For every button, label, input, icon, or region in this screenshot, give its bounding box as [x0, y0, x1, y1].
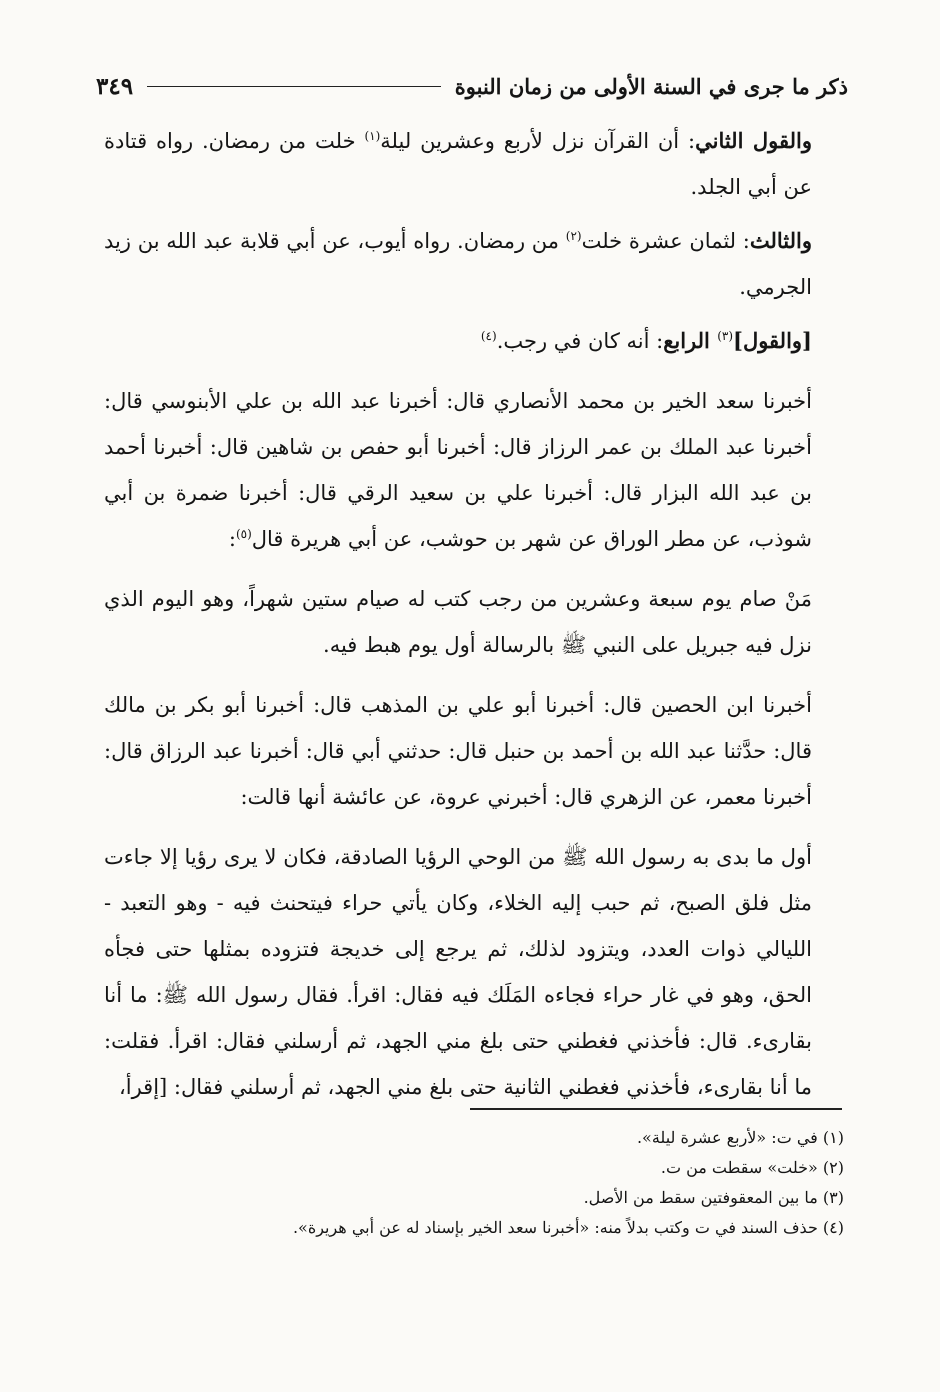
footnote-item: (٢) «خلت» سقطت من ت. — [660, 1158, 844, 1177]
paragraph-text: : أن القرآن نزل لأربع وعشرين ليلة — [380, 129, 696, 153]
paragraph-third-opinion — [104, 218, 846, 310]
paragraph-text: من رمضان. رواه أيوب، عن أبي قلابة عبد الله بن زيد الجرمي. — [104, 229, 812, 299]
footnotes — [200, 1124, 844, 1244]
footnote-item: (٣) ما بين المعقوفتين سقط من الأصل. — [583, 1188, 844, 1207]
page-header — [96, 66, 848, 106]
paragraph-hadith-rajab — [104, 576, 846, 668]
paragraph-text: خلت من رمضان. رواه قتادة عن أبي الجلد. — [104, 129, 812, 199]
footnote-ref-3[interactable]: (٣) — [717, 329, 734, 343]
paragraph-lead: [والقول] — [733, 328, 812, 353]
footnote-item: (١) في ت: «لأربع عشرة ليلة». — [636, 1128, 844, 1147]
footnote-ref-4[interactable]: (٤) — [480, 329, 497, 343]
paragraph-text: أول ما بدى به رسول الله ﷺ من الوحي الرؤيا الصادقة، فكان لا يرى رؤيا إلا جاءت مثل فلق الصبح، ثم حبب إليه الخلاء، وكان يأتي حراء فيتحنث فيه - وهو التعبد - الليالي ذوات العدد، ويتزود لذلك، ثم يرجع إلى خديجة فتزوده بمثلها حتى فجأه الحق، وهو في غار حراء فجاءه المَلَك فيه فقال: اقرأ. فقال رسول الله ﷺ: ما أنا بقارىء. قال: فأخذني فغطني حتى بلغ مني الجهد، ثم أرسلني فقال: اقرأ. فقلت: ما أنا بقارىء، فأخذني فغطني الثانية حتى بلغ مني الجهد، ثم أرسلني فقال: [إقرأ، — [104, 845, 812, 1099]
running-title: ذكر ما جرى في السنة الأولى من زمان النبوة — [454, 73, 848, 99]
paragraph-isnad-aisha — [104, 682, 846, 820]
paragraph-text: : لثمان عشرة خلت — [581, 229, 750, 253]
paragraph-text: : أنه كان في رجب. — [496, 329, 664, 353]
footnote-separator — [470, 1108, 842, 1110]
paragraph-text: أخبرنا ابن الحصين قال: أخبرنا أبو علي بن المذهب قال: أخبرنا أبو بكر بن مالك قال: حدَّثنا عبد الله بن أحمد بن حنبل قال: حدثني أبي قال: أخبرنا عبد الرزاق قال: أخبرنا معمر، عن الزهري قال: أخبرني عروة، عن عائشة أنها قالت: — [104, 693, 812, 809]
paragraph-text: مَنْ صام يوم سبعة وعشرين من رجب كتب له صيام ستين شهراً، وهو اليوم الذي نزل فيه جبريل على النبي ﷺ بالرسالة أول يوم هبط فيه. — [104, 587, 812, 657]
footnote-ref-5[interactable]: (٥) — [235, 527, 252, 541]
paragraph-second-opinion — [104, 118, 846, 210]
footnote-ref-2[interactable]: (٢) — [565, 229, 582, 243]
paragraph-text: أخبرنا سعد الخير بن محمد الأنصاري قال: أخبرنا عبد الله بن علي الأبنوسي قال: أخبرنا عبد الملك بن عمر الرزاز قال: أخبرنا أبو حفص بن شاهين قال: أخبرنا أحمد بن عبد الله البزار قال: أخبرنا علي بن سعيد الرقي قال: أخبرنا ضمرة بن أبي شوذب، عن مطر الوراق عن شهر بن حوشب، عن أبي هريرة قال — [104, 389, 812, 551]
footnote-ref-1[interactable]: (١) — [364, 129, 381, 143]
paragraph-lead: والقول الثاني — [695, 128, 813, 153]
paragraph-lead: والثالث — [749, 228, 812, 253]
header-rule — [147, 86, 441, 87]
paragraph-lead: الرابع — [663, 328, 718, 353]
paragraph-fourth-opinion — [104, 318, 846, 364]
paragraph-hadith-revelation — [104, 834, 846, 1110]
main-text — [104, 118, 846, 1124]
page-number: ٣٤٩ — [96, 72, 134, 100]
paragraph-isnad-abu-hurayra — [104, 378, 846, 562]
footnote-item: (٤) حذف السند في ت وكتب بدلاً منه: «أخبرنا سعد الخير بإسناد له عن أبي هريرة». — [292, 1218, 844, 1237]
paragraph-text: : — [228, 527, 236, 551]
